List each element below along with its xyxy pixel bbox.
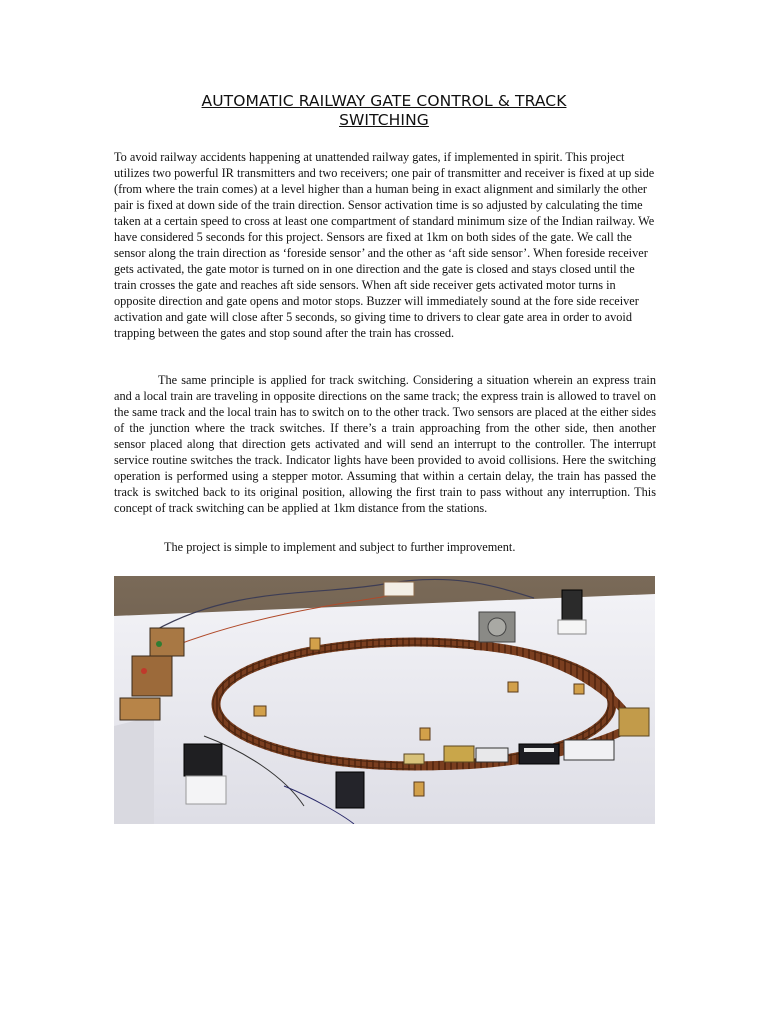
center-motor [336, 772, 364, 808]
document-title [114, 92, 654, 130]
signal-post [558, 590, 586, 634]
paragraph-gate-control: To avoid railway accidents happening at unattended railway gates, if implemented in spirit. This project utilizes two powerful IR transmitters and two receivers; one pair of transmitter and receiver is fixed at up side (from where the train comes) at a level higher than a human being in exact alignment and similarly the other pair is fixed at down side of the train direction. Sensor activation time is so adjusted by calculating the time taken at a certain speed to cross at least one compartment of standard minimum size of the Indian railway. We have considered 5 seconds for this project. Sensors are fixed at 1km on both sides of the gate. We call the sensor along the train direction as ‘foreside sensor’ and the other as ‘aft side sensor’. When foreside receiver gets activated, the gate motor is turned on in one direction and the gate is closed and stays closed until the train crosses the gate and reaches aft side sensors. When aft side receiver gets activated motor turns in opposite direction and gate opens and motor stops. Buzzer will immediately sound at the fore side receiver activation and gate will close after 5 seconds, so giving time to drivers to clear gate area in order to avoid trapping between the gates and stop sound after the train has crossed. [114, 150, 655, 340]
railway-model-image [114, 576, 655, 824]
title-line-1: AUTOMATIC RAILWAY GATE CONTROL & TRACK [201, 92, 567, 110]
project-photo [114, 576, 655, 824]
paragraph-conclusion: The project is simple to implement and subject to further improvement. [164, 540, 516, 554]
left-signal-post [184, 744, 226, 804]
title-line-2: SWITCHING [339, 111, 429, 129]
paragraph-track-switching: The same principle is applied for track switching. Considering a situation wherein an express train and a local train are traveling in opposite directions on the same track; the express train is allowed to travel on the same track and the local train has to switch on to the other track. Two sensors are placed at the either sides of the junction where the track switches. If there’s a train approaching from the other side, then another sensor placed along that direction gets activated and will send an interrupt to the controller. The interrupt service routine switches the track. Indicator lights have been provided to avoid collisions. Here the switching operation is performed using a stepper motor. Assuming that within a certain delay, the train has passed the track is switched back to its original position, allowing the first train to pass without any interruption. This concept of track switching can be applied at 1km distance from the stations. [114, 373, 656, 515]
stepper-motor [479, 612, 515, 642]
